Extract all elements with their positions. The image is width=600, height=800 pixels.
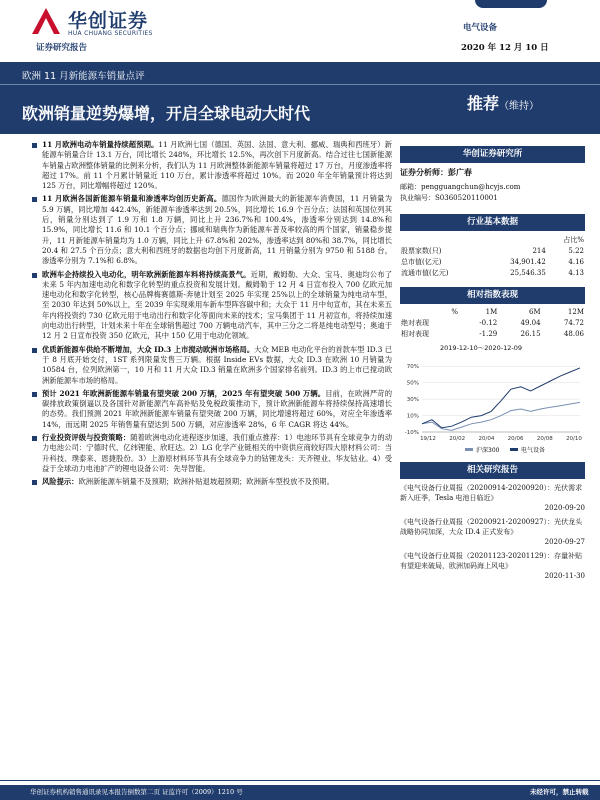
email-line <box>400 182 585 193</box>
x-tick-label: 20/02 <box>449 436 466 442</box>
main-content <box>32 140 392 491</box>
bullet-paragraph <box>32 389 392 430</box>
bullet-paragraph <box>32 433 392 474</box>
industry-label: 电气设备 <box>463 23 498 33</box>
legend-swatch <box>465 448 473 451</box>
bullet-paragraph <box>32 140 392 191</box>
x-tick-label: 20/08 <box>536 436 553 442</box>
table-cell: 74.72 <box>563 319 584 327</box>
series-line-0 <box>422 402 580 430</box>
report-date: 2020 年 12 月 10 日 <box>461 43 549 53</box>
table-cell: 25,546.35 <box>510 269 546 277</box>
y-tick-label: 10% <box>406 413 419 420</box>
basic-data-header: 行业基本数据 <box>400 214 585 231</box>
footer <box>0 785 600 800</box>
research-date: 2020-09-20 <box>544 504 585 512</box>
table-row <box>400 318 585 329</box>
legend-swatch <box>510 448 518 451</box>
legend-label: 电气设备 <box>521 447 546 454</box>
bullet-paragraph <box>32 270 392 342</box>
bullet-lead: 优质新能源车供给不断增加，大众 ID.3 上市搅动欧洲市场格局。 <box>42 344 255 354</box>
performance-chart <box>400 340 585 458</box>
table-header-cell: % <box>451 308 458 316</box>
bullet-lead: 预计 2021 年欧洲新能源车销量有望突破 200 万辆，2025 年有望突破 500 万辆。 <box>42 388 326 398</box>
table-row <box>400 329 585 340</box>
research-item <box>400 551 585 581</box>
bullet-paragraph <box>32 345 392 386</box>
bullet-paragraph <box>32 194 392 266</box>
bullet-text: 欧洲新能源车销量不及预期；欧洲补贴退坡超预期；欧洲新车型投放不及预期。 <box>78 477 334 487</box>
table-row <box>400 257 585 268</box>
analyst-block <box>400 163 585 204</box>
analyst-label: 证券分析师： <box>400 167 448 177</box>
footer-rule <box>0 780 600 781</box>
table-cell: 总市值(亿元) <box>401 258 442 266</box>
bullet-text: 近期，戴姆勒、大众、宝马、奥迪均公布了未来 5 年内加速电动化和数字化转型的重点投资和发展计划。戴姆勒于 12 月 4 日宣布投入 700 亿欧元加速电动化和数字化转型，核心品牌梅赛德斯-奔驰计划至 2025 年实现 25%以上的全球销量为纯电动车型，至 2030 年达到 50%以上，至 2039 年实现乘用车新车型阵容碳中和；大众于 11 月中旬宣布，其在未来五年内将投资约 730 亿欧元用于电动出行和数字化等面向未来的技术；宝马集团于 11 月初宣布，将持续加速向电动出行转型，计划未来十年在全球销售超过 700 万辆电动汽车，其中三分之二将是纯电动型号；奥迪于 12 月 2 日宣布投资 350 亿欧元，其中 150 亿用于电动化领域。 <box>42 269 393 341</box>
legend-label: 沪深300 <box>476 447 500 454</box>
x-tick-label: 20/10 <box>566 436 582 442</box>
banner-divider <box>0 84 600 85</box>
bullet-lead: 风险提示： <box>42 477 79 487</box>
rating-note: （维持） <box>499 101 540 112</box>
top-right-tab <box>475 0 547 8</box>
table-cell: 5.22 <box>568 247 584 255</box>
research-title[interactable]: 《电气设备行业周报（20200921-20200927）：光伏龙头战略协同加深，大众 ID.4 正式发布》 <box>400 518 583 536</box>
table-cell: 4.13 <box>568 269 584 277</box>
research-item <box>400 483 585 513</box>
research-title[interactable]: 《电气设备行业周报（20200914-20200920）：光伏需求新入旺季，Tesla 电池日临近》 <box>400 484 583 502</box>
x-tick-label: 20/06 <box>507 436 524 442</box>
bullet-text: 随着欧洲电动化进程逐步加速，我们重点推荐：1）电池环节具有全球竞争力的动力电池公司：宁德时代、亿纬锂能、欣旺达。2）LG 化学产业链相关的中资供应商较好四大原材料公司：当升科技、璞泰来、恩捷股份。3）上游原材料环节具有全球竞争力的钴锂龙头：天齐锂业、华友钴业。4）受益于全球动力电池扩产的锂电设备公司：先导智能。 <box>42 433 393 473</box>
y-tick-label: -10% <box>404 430 419 436</box>
research-date: 2020-09-27 <box>544 538 585 546</box>
table-cell: 49.04 <box>520 319 541 327</box>
logo-text-cn: 华创证券 <box>68 10 149 32</box>
cert-value: S0360520110001 <box>435 194 498 202</box>
table-cell: 绝对表现 <box>401 319 429 327</box>
report-subtitle: 欧洲 11 月新能源车销量点评 <box>22 71 145 82</box>
rating-value: 推荐 <box>467 94 500 113</box>
table-cell: 214 <box>532 247 546 255</box>
logo-mark-icon <box>30 6 62 36</box>
logo-text-en: HUA CHUANG SECURITIES <box>68 30 153 37</box>
performance-table <box>400 307 585 340</box>
related-research-header: 相关研究报告 <box>400 462 585 479</box>
table-cell: 相对表现 <box>401 330 429 338</box>
report-title: 欧洲销量逆势爆增，开启全球电动大时代 <box>22 104 311 123</box>
bullet-text: 11 月欧洲七国（德国、英国、法国、意大利、挪威、瑞典和西班牙）新能源车销量合计 13.1 万台，同比增长 248%，环比增长 12.5%，再次创下月度新高。结合过往七国新能源车销量占欧洲整体销量的比例来分析，我们认为 11 月欧洲整体新能源车销量将超过 17 万台，月度渗透率将超过 17%。前 11 个月累计销量近 110 万台，累计渗透率将超过 10%。而 2020 年全年销量预计将达到 125 万台，同比增幅将超过 120%。 <box>42 140 392 191</box>
bullet-lead: 11 月欧洲各国新能源车销量和渗透率均创历史新高。 <box>42 194 222 204</box>
bullet-lead: 行业投资评级与投资策略： <box>42 433 131 443</box>
report-type: 证券研究报告 <box>36 43 88 53</box>
bullet-text: 德国作为欧洲最大的新能源车消费国，11 月销量为 5.9 万辆，同比增加 442.4%，新能源车渗透率达到 20.5%，同比增长 16.9 个百分点；法国和英国位列其后，销量分别达到了 1.9 万和 1.8 万辆，同比上升 236.7%和 100.4%，渗透率分别达到 14.8%和 15.9%，同比增长 11.6 和 10.1 个百分点；挪威和瑞典作为新能源车普及率较高的两个国家，销量稳步提升，11 月新能源车销量均为 1.0 万辆，同比上升 67.8%和 202%，渗透率达到 80%和 38.7%，同比增长 20.4 和 27.5 个百分点；意大利和西班牙的数据也均创下月度新高，11 月销量分别为 9750 和 5188 台，渗透率分别为 7.1%和 6.8%。 <box>42 194 392 266</box>
email-label: 邮箱： <box>400 183 421 191</box>
table-header-cell: 6M <box>528 308 541 316</box>
table-header-cell: 1M <box>485 308 498 316</box>
table-cell: 48.06 <box>563 330 584 338</box>
table-row <box>400 307 585 318</box>
research-item <box>400 517 585 547</box>
y-tick-label: 50% <box>406 380 419 387</box>
performance-header: 相对指数表现 <box>400 287 585 304</box>
bullet-text: 大众 MEB 电动化平台的首款车型 ID.3 已于 8 月底开始交付，1ST 系列限量发售三万辆。根据 Inside EVs 数据，大众 ID.3 在欧洲 10 月销量为 10584 台，位列欧洲第一，10 月和 11 月大众 ID.3 销量在欧洲多个国家排名前列。ID.3 的上市已搅动欧洲新能源车市场的格局。 <box>42 344 392 385</box>
series-line-1 <box>422 368 580 428</box>
footer-copyright: 未经许可，禁止转载 <box>530 788 589 796</box>
research-date: 2020-11-30 <box>544 572 585 580</box>
bullet-lead: 11 月欧洲电动车销量持续超预期。 <box>42 140 159 149</box>
table-header-cell: 占比% <box>563 236 584 244</box>
table-header-cell: 12M <box>567 308 584 316</box>
analyst-line <box>400 167 585 178</box>
chart-svg <box>400 340 585 458</box>
research-title[interactable]: 《电气设备行业周报（20201123-20201129）：存量补贴有望迎来破局，欧洲加码海上风电》 <box>400 552 583 570</box>
bullet-lead: 欧洲车企持续投入电动化，明年欧洲新能源车料将持续高景气。 <box>42 269 251 279</box>
basic-data-table <box>400 235 585 279</box>
institute-header: 华创证券研究所 <box>400 146 585 163</box>
table-cell: 4.16 <box>568 258 584 266</box>
email-value: pengguangchun@hcyjs.com <box>421 183 521 191</box>
chart-title: 2019-12-10～2020-12-09 <box>440 344 523 352</box>
cert-line <box>400 193 585 204</box>
table-cell: -1.29 <box>479 330 498 338</box>
table-cell: 34,901.42 <box>510 258 546 266</box>
table-cell: 26.15 <box>520 330 541 338</box>
table-row <box>400 246 585 257</box>
table-cell: -0.12 <box>479 319 498 327</box>
analyst-name: 彭广春 <box>448 167 472 177</box>
y-tick-label: 30% <box>406 397 419 404</box>
x-tick-label: 19/12 <box>420 436 436 442</box>
table-cell: 流通市值(亿元) <box>401 269 449 277</box>
table-cell: 股票家数(只) <box>401 247 442 255</box>
rating <box>467 91 539 114</box>
table-row <box>400 235 585 246</box>
sidebar <box>400 146 585 581</box>
table-row <box>400 268 585 279</box>
title-banner <box>0 62 600 134</box>
y-tick-label: 70% <box>406 364 419 371</box>
footer-note: 华创证券机构销售通讯录见本报告倒数第二页 证监许可（2009）1210 号 <box>30 788 243 796</box>
cert-label: 执业编号： <box>400 194 435 202</box>
bullet-text: 目前，在欧洲严苛的碳排放政策倒逼以及各国针对新能源汽车高补贴及免税政策推动下，预计欧洲新能源车将持续保持高速增长的态势。我们预测 2021 年欧洲新能源车销量有望突破 200 万辆，同比增速将超过 60%，对应全年渗透率 14%，而远期 2025 年销售量有望达到 500 万辆，对应渗透率 28%，6 年 CAGR 将达 44%。 <box>42 388 392 429</box>
x-tick-label: 20/04 <box>478 436 495 442</box>
bullet-paragraph <box>32 477 392 487</box>
